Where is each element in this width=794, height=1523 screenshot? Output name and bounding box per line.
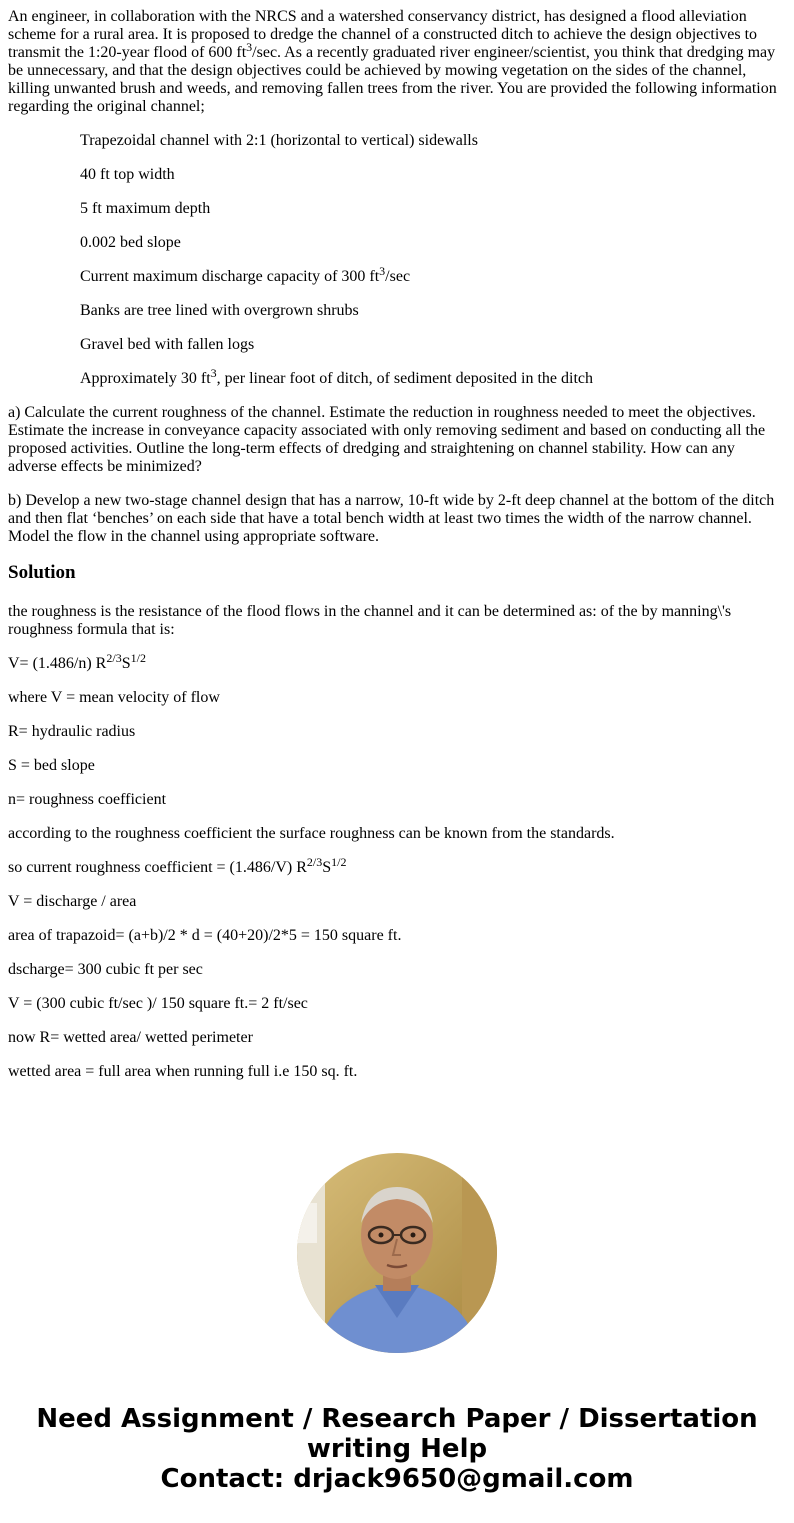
question-part-b: b) Develop a new two-stage channel design that has a narrow, 10-ft wide by 2-ft deep channel at the bottom of the ditch and then flat ‘benches’ on each side that have a total bench width at least two times the width of the narrow channel. Model the flow in the channel using appropriate software. [8, 492, 775, 545]
cta-contact[interactable]: Contact: drjack9650@gmail.com [160, 1464, 634, 1494]
formula2-a: so current roughness coefficient = (1.486/V) R [8, 859, 307, 876]
item-discharge-text: Current maximum discharge capacity of 300 ft [80, 268, 380, 285]
formula1-sup2: 1/2 [130, 651, 146, 665]
avatar-portrait [297, 1153, 497, 1353]
contact-banner [0, 1404, 794, 1494]
item-discharge-sup: 3 [379, 264, 386, 278]
formula1-a: V= (1.486/n) R [8, 655, 107, 672]
solution-line-wetted-area: wetted area = full area when running full i.e 150 sq. ft. [8, 1063, 358, 1080]
formula1-mid: S [121, 655, 131, 672]
solution-heading: Solution [8, 562, 76, 583]
document-body [8, 8, 780, 1097]
solution-line-discharge: dscharge= 300 cubic ft per sec [8, 961, 203, 978]
item-max-depth: 5 ft maximum depth [80, 200, 211, 217]
solution-line-r: R= hydraulic radius [8, 723, 136, 740]
solution-line-area: area of trapazoid= (a+b)/2 * d = (40+20)/2*5 = 150 square ft. [8, 927, 402, 944]
solution-line-v: where V = mean velocity of flow [8, 689, 220, 706]
formula1-sup1: 2/3 [106, 651, 122, 665]
author-avatar [297, 1153, 497, 1353]
formula2-mid: S [322, 859, 332, 876]
solution-line-n: n= roughness coefficient [8, 791, 167, 808]
item-sediment-sup: 3 [210, 366, 217, 380]
cta-line-2: writing Help [306, 1434, 488, 1464]
manning-formula [8, 651, 780, 673]
formula2-sup1: 2/3 [306, 855, 323, 869]
item-bed-slope: 0.002 bed slope [80, 234, 181, 251]
solution-line-s: S = bed slope [8, 757, 95, 774]
item-banks: Banks are tree lined with overgrown shrubs [80, 302, 359, 319]
intro-sup: 3 [246, 40, 253, 54]
item-bed: Gravel bed with fallen logs [80, 336, 255, 353]
intro-text-b: /sec. As a recently graduated river engineer/scientist, you think that dredging may be unnecessary, and that the design objectives could be achieved by mowing vegetation on the sides of the channel, killing unwanted brush and weeds, and removing fallen trees from the river. You are provided the following information regarding the original channel; [8, 44, 777, 115]
solution-line-standards: according to the roughness coefficient the surface roughness can be known from the standards. [8, 825, 615, 842]
solution-line-velocity-calc: V = (300 cubic ft/sec )/ 150 square ft.= 2 ft/sec [8, 995, 308, 1012]
item-discharge [80, 264, 780, 286]
solution-line-radius: now R= wetted area/ wetted perimeter [8, 1029, 253, 1046]
item-sediment-text: Approximately 30 ft [80, 370, 211, 387]
question-part-a: a) Calculate the current roughness of the channel. Estimate the reduction in roughness needed to meet the objectives. Estimate the increase in conveyance capacity associated with only removing sediment and based on conducting all the proposed activities. Outline the long-term effects of dredging and straightening on channel stability. How can any adverse effects be minimized? [8, 404, 766, 475]
roughness-formula [8, 855, 780, 877]
item-top-width: 40 ft top width [80, 166, 175, 183]
item-sediment [80, 366, 780, 388]
item-discharge-unit: /sec [385, 268, 411, 285]
cta-line-1: Need Assignment / Research Paper / Dissertation [36, 1404, 758, 1434]
item-sediment-rest: , per linear foot of ditch, of sediment deposited in the ditch [216, 370, 593, 387]
item-channel-shape: Trapezoidal channel with 2:1 (horizontal to vertical) sidewalls [80, 132, 478, 149]
solution-line-velocity: V = discharge / area [8, 893, 137, 910]
formula2-sup2: 1/2 [331, 855, 347, 869]
question-intro [8, 8, 780, 116]
solution-intro: the roughness is the resistance of the flood flows in the channel and it can be determined as: of the by manning\'s roughness formula that is: [8, 603, 732, 638]
intro-text-a: An engineer, in collaboration with the NRCS and a watershed conservancy district, has designed a flood alleviation scheme for a rural area. It is proposed to dredge the channel of a constructed ditch to achieve the design objectives to transmit the 1:20-year flood of 600 ft [8, 8, 758, 61]
